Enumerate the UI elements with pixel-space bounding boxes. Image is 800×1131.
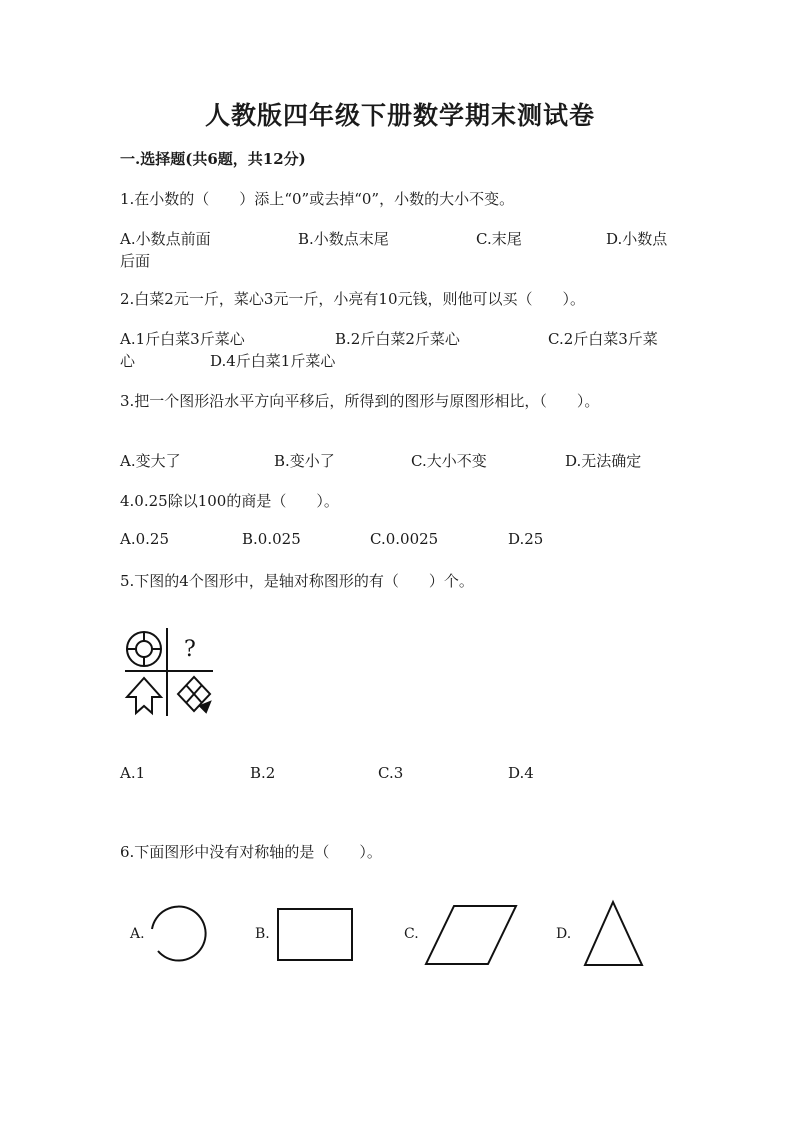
question-6-stem: 6.下面图形中没有对称轴的是（ ）。	[120, 843, 382, 861]
question-1-option-c[interactable]: C.末尾	[476, 230, 522, 248]
question-4-option-a[interactable]: A.0.25	[120, 530, 169, 548]
question-2-option-c-wrap: 心	[120, 352, 136, 370]
question-3-option-d[interactable]: D.无法确定	[565, 452, 642, 470]
broken-circle-shape	[146, 906, 210, 966]
question-5-option-c[interactable]: C.3	[378, 764, 404, 782]
question-1-option-b[interactable]: B.小数点末尾	[298, 230, 389, 248]
question-5-option-a[interactable]: A.1	[120, 764, 146, 782]
question-4-option-c[interactable]: C.0.0025	[370, 530, 439, 548]
question-2-option-c[interactable]: C.2斤白菜3斤菜	[548, 330, 658, 348]
question-1-option-d-wrap: 后面	[120, 252, 151, 270]
question-6-label-c[interactable]: C.	[404, 926, 419, 942]
question-5-figure	[122, 626, 218, 718]
question-6-label-a[interactable]: A.	[130, 926, 145, 942]
lifebuoy-icon	[127, 632, 161, 666]
question-6-label-d[interactable]: D.	[556, 926, 572, 942]
diamond-cross-icon	[178, 677, 210, 712]
question-5-option-b[interactable]: B.2	[250, 764, 276, 782]
question-1-stem: 1.在小数的（ ）添上“0”或去掉“0”，小数的大小不变。	[120, 190, 515, 208]
question-2-option-d[interactable]: D.4斤白菜1斤菜心	[210, 352, 336, 370]
question-1-option-a[interactable]: A.小数点前面	[120, 230, 211, 248]
question-3-stem: 3.把一个图形沿水平方向平移后，所得到的图形与原图形相比，（ ）。	[120, 392, 600, 410]
question-2-option-b[interactable]: B.2斤白菜2斤菜心	[335, 330, 460, 348]
page-title: 人教版四年级下册数学期末测试卷	[204, 101, 595, 130]
question-2-option-a[interactable]: A.1斤白菜3斤菜心	[120, 330, 245, 348]
question-5-option-d[interactable]: D.4	[508, 764, 534, 782]
parallelogram-shape	[424, 904, 520, 968]
question-4-option-d[interactable]: D.25	[508, 530, 544, 548]
triangle-shape	[582, 900, 646, 970]
question-6-label-b[interactable]: B.	[255, 926, 270, 942]
question-4-option-b[interactable]: B.0.025	[242, 530, 301, 548]
rectangle-shape	[276, 907, 356, 963]
question-4-stem: 4.0.25除以100的商是（ ）。	[120, 492, 339, 510]
question-3-option-c[interactable]: C.大小不变	[411, 452, 487, 470]
section-heading: 一.选择题(共6题，共12分)	[120, 150, 306, 168]
question-2-stem: 2.白菜2元一斤，菜心3元一斤，小亮有10元钱，则他可以买（ ）。	[120, 290, 585, 308]
question-3-option-a[interactable]: A.变大了	[120, 452, 181, 470]
up-arrow-icon	[127, 678, 161, 713]
question-mark-glyph: ?	[184, 637, 196, 662]
question-3-option-b[interactable]: B.变小了	[274, 452, 335, 470]
question-5-stem: 5.下图的4个图形中，是轴对称图形的有（ ）个。	[120, 572, 474, 590]
question-1-option-d[interactable]: D.小数点	[606, 230, 668, 248]
